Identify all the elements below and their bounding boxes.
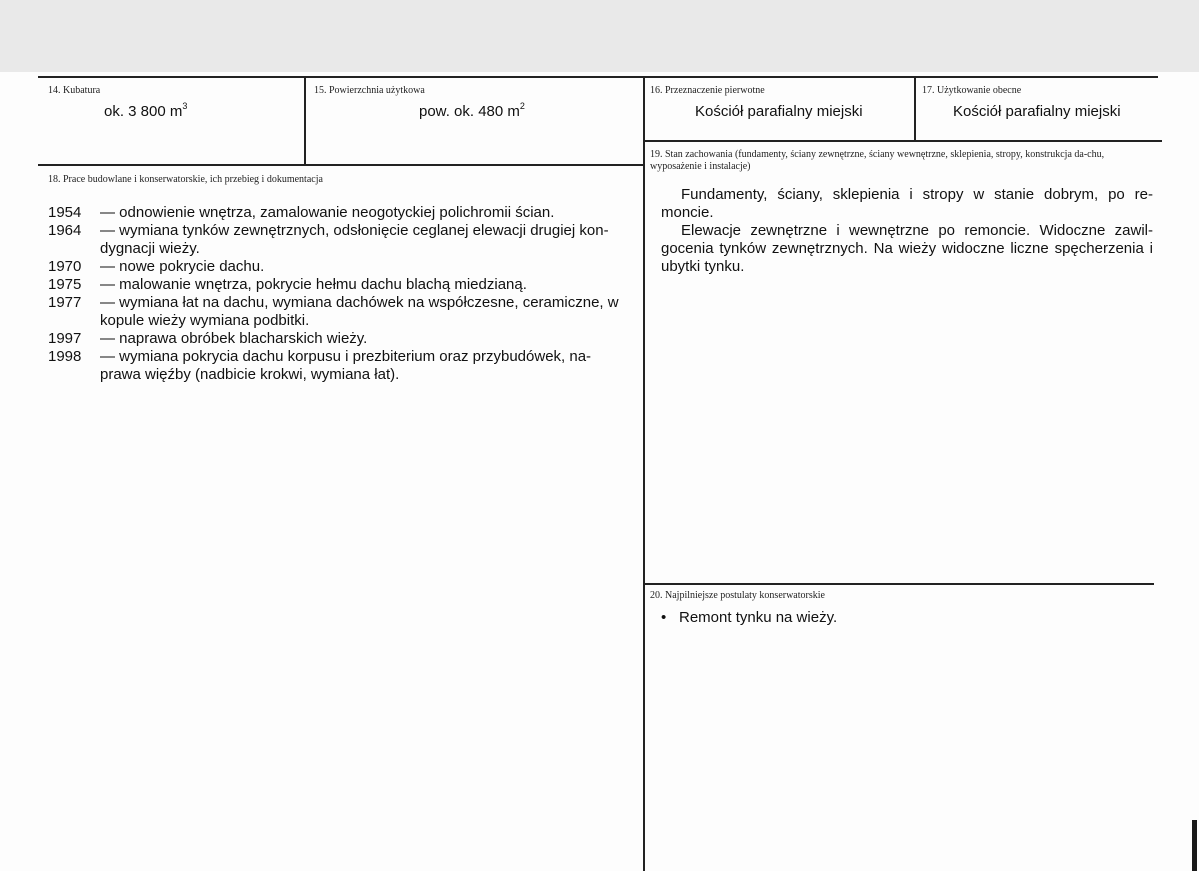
field-14-value — [104, 103, 187, 120]
works-year: 1975 — [48, 276, 82, 293]
rule-under-16-17 — [644, 140, 1162, 142]
field-19-label: 19. Stan zachowania (fundamenty, ściany zewnętrzne, ściany wewnętrzne, sklepienia, stropy, konstrukcja da-chu, wyposażenie i instalacje) — [650, 149, 1105, 172]
scan-edge — [1192, 820, 1197, 871]
works-text: — naprawa obróbek blacharskich wieży. — [100, 330, 368, 347]
kubatura-text: ok. 3 800 m — [104, 103, 183, 120]
works-text: — odnowienie wnętrza, zamalowanie neogotyckiej polichromii ścian. — [100, 204, 555, 221]
field-18-label: 18. Prace budowlane i konserwatorskie, ich przebieg i dokumentacja — [48, 174, 323, 185]
top-rule-left — [38, 76, 646, 78]
field-15-value — [419, 103, 525, 120]
works-year: 1970 — [48, 258, 82, 275]
field-17-value: Kościół parafialny miejski — [953, 103, 1121, 120]
scan-top-margin — [0, 0, 1199, 72]
works-text: — nowe pokrycie dachu. — [100, 258, 265, 275]
works-item — [48, 258, 628, 276]
divider-main — [643, 76, 645, 871]
powierzchnia-exponent: 2 — [519, 101, 525, 111]
divider-14-15 — [304, 76, 306, 165]
rule-under-14-15 — [38, 164, 644, 166]
works-item — [48, 348, 628, 384]
works-item — [48, 222, 628, 258]
works-item — [48, 294, 628, 330]
divider-16-17 — [914, 76, 916, 140]
postulate-item — [661, 609, 837, 627]
works-year: 1998 — [48, 348, 82, 365]
works-list — [48, 204, 628, 384]
field-14-label: 14. Kubatura — [48, 85, 101, 96]
works-item — [48, 330, 628, 348]
field-17-label: 17. Użytkowanie obecne — [922, 85, 1022, 96]
works-text: — malowanie wnętrza, pokrycie hełmu dachu blachą miedzianą. — [100, 276, 527, 293]
kubatura-exponent: 3 — [182, 101, 188, 111]
works-year: 1997 — [48, 330, 82, 347]
field-16-value: Kościół parafialny miejski — [695, 103, 863, 120]
works-text: — wymiana tynków zewnętrznych, odsłonięcie ceglanej elewacji drugiej kon-dygnacji wieży. — [100, 222, 609, 257]
field-15-label: 15. Powierzchnia użytkowa — [314, 85, 425, 96]
condition-text — [661, 186, 1153, 276]
works-year: 1954 — [48, 204, 82, 221]
rule-above-20 — [644, 583, 1154, 585]
field-20-label: 20. Najpilniejsze postulaty konserwatorskie — [650, 590, 825, 601]
bullet-icon: • — [661, 609, 667, 626]
works-year: 1964 — [48, 222, 82, 239]
postulate-text: Remont tynku na wieży. — [679, 609, 838, 626]
works-text: — wymiana łat na dachu, wymiana dachówek na współczesne, ceramiczne, w kopule wieży wymiana podbitki. — [100, 294, 619, 329]
works-text: — wymiana pokrycia dachu korpusu i prezbiterium oraz przybudówek, na-prawa więźby (nadbicie krokwi, wymiana łat). — [100, 348, 592, 383]
top-rule-right — [644, 76, 1158, 78]
condition-paragraph: Fundamenty, ściany, sklepienia i stropy w stanie dobrym, po re-moncie. — [661, 186, 1153, 221]
works-year: 1977 — [48, 294, 82, 311]
condition-paragraph: Elewacje zewnętrzne i wewnętrzne po remoncie. Widoczne zawil-gocenia tynków zewnętrznych. Na wieży widoczne liczne spęcherzenia i ubytki tynku. — [661, 222, 1153, 275]
powierzchnia-text: pow. ok. 480 m — [419, 103, 520, 120]
field-16-label: 16. Przeznaczenie pierwotne — [650, 85, 765, 96]
works-item — [48, 204, 628, 222]
works-item — [48, 276, 628, 294]
